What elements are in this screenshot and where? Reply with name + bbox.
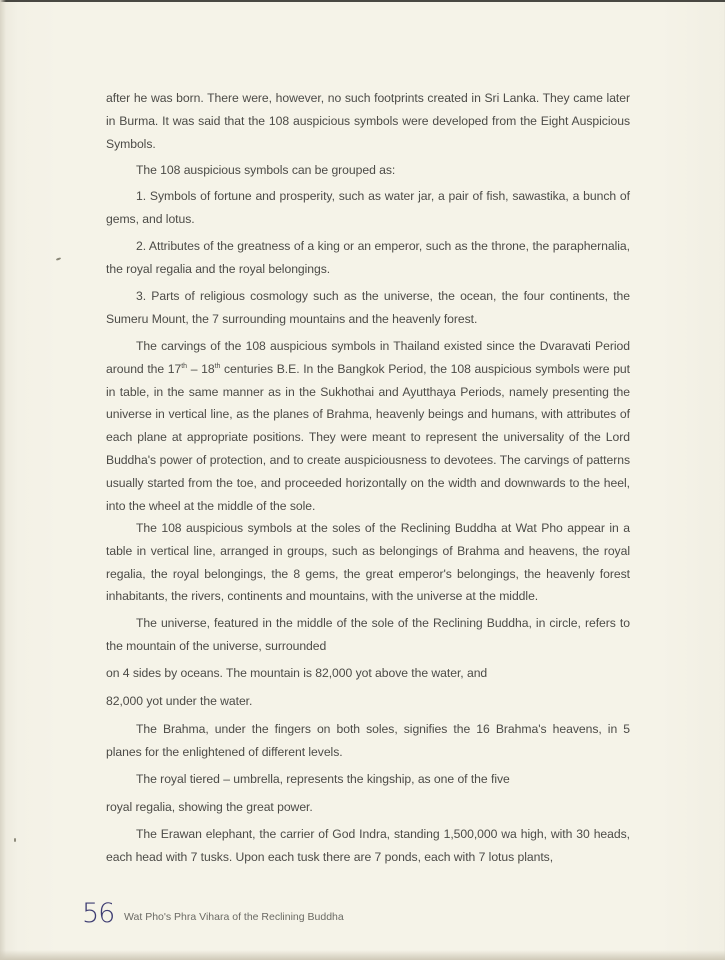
paragraph-erawan: The Erawan elephant, the carrier of God Indra, standing 1,500,000 wa high, with 30 heads, each head with 7 tusks. Upon each tusk there are 7 ponds, each with 7 lotus plants, (106, 827, 630, 864)
list-item-fortune: 1. Symbols of fortune and prosperity, such as water jar, a pair of fish, sawastika, a bunch of gems, and lotus. (106, 189, 630, 226)
ordinal-suffix: th (214, 362, 221, 370)
paragraph-wat-pho-table: The 108 auspicious symbols at the soles of the Reclining Buddha at Wat Pho appear in a table in vertical line, arranged in groups, such as belongings of Brahma and heavens, the royal regalia, the royal belongings, the 8 gems, the great emperor's belongings, the heavenly forest inhabitants, the rivers, continents and mountains, with the universe at the middle. (106, 521, 630, 604)
top-edge-rule (0, 0, 725, 2)
paragraph-regalia: royal regalia, showing the great power. (106, 800, 313, 814)
paragraph-grouping-intro: The 108 auspicious symbols can be grouped as: (136, 163, 396, 177)
paragraph-continuation: after he was born. There were, however, no such footprints created in Sri Lanka. They came later in Burma. It was said that the 108 auspicious symbols were developed from the Eight Auspicious Symbols. (106, 91, 630, 151)
ordinal-suffix: th (181, 362, 188, 370)
paragraph-oceans: on 4 sides by oceans. The mountain is 82,000 yot above the water, and (106, 666, 488, 680)
paragraph-brahma: The Brahma, under the fingers on both soles, signifies the 16 Brahma's heavens, in 5 planes for the enlightened of different levels. (106, 722, 630, 759)
print-speck (56, 257, 61, 261)
paragraph-carvings-history: The carvings of the 108 auspicious symbols in Thailand existed since the Dvaravati Period around the 17th – 18th centuries B.E. In the Bangkok Period, the 108 auspicious symbols were put in table, in the same manner as in the Sukhothai and Ayutthaya Periods, namely presenting the universe in vertical line, as the planes of Brahma, heavenly beings and humans, with attributes of each plane at appropriate positions. They were meant to represent the universality of the Lord Buddha's power of protection, and to create auspiciousness to devotees. The carvings of patterns usually started from the toe, and proceeded horizontally on the width and downwards to the heel, into the wheel at the middle of the sole. (106, 339, 630, 513)
list-item-cosmology: 3. Parts of religious cosmology such as the universe, the ocean, the four continents, the Sumeru Mount, the 7 surrounding mountains and the heavenly forest. (106, 289, 630, 326)
running-title: Wat Pho's Phra Vihara of the Reclining Buddha (124, 911, 344, 923)
binding-shadow (0, 0, 6, 960)
print-speck (14, 838, 16, 842)
paragraph-under-water: 82,000 yot under the water. (106, 694, 253, 708)
page-number: 56 (82, 898, 115, 929)
paragraph-universe: The universe, featured in the middle of the sole of the Reclining Buddha, in circle, refers to the mountain of the universe, surrounded (106, 616, 630, 653)
list-item-kingship: 2. Attributes of the greatness of a king or an emperor, such as the throne, the paraphernalia, the royal regalia and the royal belongings. (106, 239, 630, 276)
paragraph-umbrella: The royal tiered – umbrella, represents the kingship, as one of the five (136, 772, 510, 786)
bottom-edge-shadow (0, 950, 725, 960)
